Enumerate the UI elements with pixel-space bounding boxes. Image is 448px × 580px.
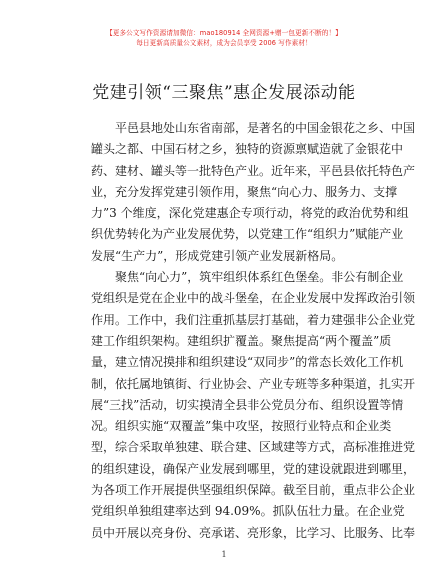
- paragraph-2: [91, 267, 416, 544]
- text-line: 作用。工作中，我们注重抓基层打基础，着力建强非公企业党: [91, 312, 416, 327]
- text-line: 平邑县地处山东省南部，是著名的中国金银花之乡、中国: [115, 121, 416, 135]
- text-line: 罐头之都、中国石材之乡，独特的资源禀赋造就了金银花中: [91, 142, 404, 157]
- text-line: 展“三找”活动，切实摸清全县非公党员分布、组织设置等情: [91, 397, 404, 412]
- text-line: 量，建立情况摸排和组织建设“双同步”的常态长效化工作机: [91, 355, 404, 370]
- text-line: 药、建材、罐头等一批特色产业。近年来，平邑县依托特色产: [91, 163, 416, 178]
- text-line: 为各项工作开展提供坚强组织保障。截至目前，重点非公企业: [91, 483, 416, 498]
- text-line: 织优势转化为产业发展优势，以党建工作“组织力”赋能产业: [91, 227, 404, 242]
- text-line: 的组织建设，确保产业发展到哪里，党的建设就跟进到哪里，: [91, 461, 416, 476]
- text-line: 力”3 个维度，深化党建惠企专项行动，将党的政治优势和组: [91, 206, 409, 221]
- promo-line-1: 【更多公文写作资源请加微信：mao180914 全网资源+赠一包更新不断的！】: [106, 29, 342, 37]
- paragraph-1: [91, 118, 416, 267]
- text-line: 聚焦“向心力”，筑牢组织体系红色堡垒。非公有制企业: [115, 270, 404, 285]
- text-line: 业，充分发挥党建引领作用，聚焦“向心力、服务力、支撑: [91, 184, 398, 199]
- text-line: 建工作组织架构。建组织扩覆盖。聚焦提高“两个覆盖”质: [91, 333, 392, 348]
- text-line: 况。组织实施“双覆盖”集中攻坚，按照行业特点和企业类: [91, 419, 392, 434]
- text-line: 员中开展以亮身份、亮承诺、亮形象，比学习、比服务、比奉: [91, 525, 416, 540]
- text-line: 制，依托属地镇街、行业协会、产业专班等多种渠道，扎实开: [91, 376, 416, 391]
- page-number: 1: [221, 550, 227, 559]
- document-body: [91, 118, 416, 544]
- promo-banner: [0, 28, 448, 48]
- text-line: 型，综合采取单独建、联合建、区域建等方式，高标准推进党: [91, 440, 416, 455]
- promo-line-2: 每日更新高质量公文素材，成为会员享受 2006 写作素材！: [136, 39, 312, 47]
- document-title: 党建引领“三聚焦”惠企发展添动能: [92, 83, 356, 103]
- text-line: 发展“生产力”，形成党建引领产业发展新格局。: [91, 248, 344, 263]
- text-line: 党组织是党在企业中的战斗堡垒，在企业发展中发挥政治引领: [91, 291, 416, 306]
- text-line: 党组织单独组建率达到 94.09%。抓队伍壮力量。在企业党: [91, 504, 405, 519]
